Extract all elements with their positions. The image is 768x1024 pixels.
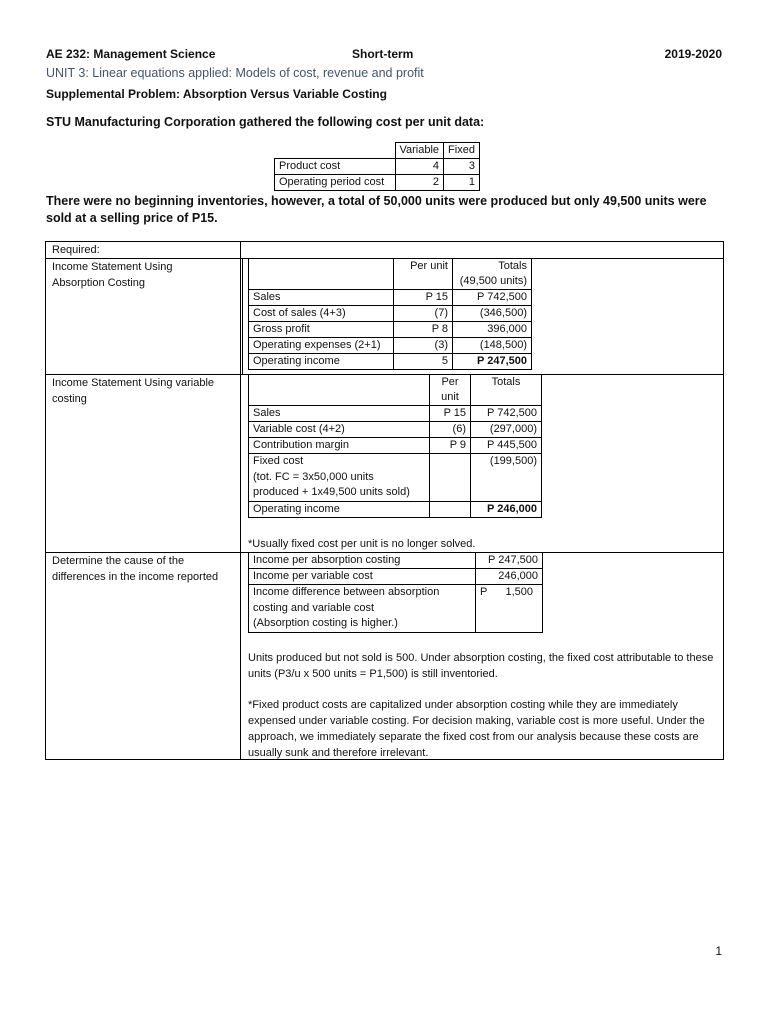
absorption-label: Income Statement Using Absorption Costing: [52, 261, 173, 289]
table-row: Operating income 5 P 247,500: [249, 354, 532, 370]
unit-title: UNIT 3: Linear equations applied: Models of cost, revenue and profit: [46, 66, 424, 80]
table-row: Sales P 15 P 742,500: [249, 406, 542, 422]
absorption-income-statement: [248, 259, 532, 370]
table-row: Income difference between absorption costing and variable cost (Absorption costing is higher.) P 1,500: [249, 585, 543, 633]
table-row: Fixed cost (tot. FC = 3x50,000 units produced + 1x49,500 units sold) (199,500): [249, 454, 542, 502]
table-row: [249, 375, 542, 406]
school-year: 2019-2020: [664, 47, 722, 61]
explanation-2: *Fixed product costs are capitalized under absorption costing while they are immediately expensed under variable costing. For decision making, variable cost is more useful. Under the approach, we immediately separate the fixed cost from our analysis because these costs are usually sunk and therefore irrelevant.: [248, 699, 705, 759]
explanation-1: Units produced but not sold is 500. Under absorption costing, the fixed cost attributable to these units (P3/u x 500 units = P1,500) is still inventoried.: [248, 652, 714, 680]
cell: 3: [444, 159, 480, 175]
header-cell: Fixed: [444, 143, 480, 159]
header-cell: [275, 143, 396, 159]
header-cell: Per unit: [430, 375, 471, 406]
cell: 1: [444, 175, 480, 191]
scenario-text: There were no beginning inventories, however, a total of 50,000 units were produced but only 49,500 units were sold at a selling price of P15.: [46, 194, 707, 225]
table-row: Income per absorption costing P 247,500: [249, 553, 543, 569]
page-number: 1: [715, 944, 722, 958]
table-row: [275, 175, 480, 191]
table-row: Cost of sales (4+3) (7) (346,500): [249, 306, 532, 322]
table-row: [275, 143, 480, 159]
table-row: Income per variable cost 246,000: [249, 569, 543, 585]
table-row: Sales P 15 P 742,500: [249, 290, 532, 306]
cell: 4: [395, 159, 444, 175]
intro-text: STU Manufacturing Corporation gathered the following cost per unit data:: [46, 115, 485, 129]
table-row: Operating expenses (2+1) (3) (148,500): [249, 338, 532, 354]
difference-label: Determine the cause of the differences in the income reported: [52, 555, 219, 583]
table-row: Variable cost (4+2) (6) (297,000): [249, 422, 542, 438]
difference-table: [248, 553, 543, 633]
row-label: Product cost: [275, 159, 396, 175]
course-title: AE 232: Management Science: [46, 47, 216, 61]
table-row: [275, 159, 480, 175]
required-label: Required:: [52, 244, 100, 256]
solution-table: [45, 241, 724, 760]
variable-note: *Usually fixed cost per unit is no longer solved.: [248, 538, 476, 550]
problem-title: Supplemental Problem: Absorption Versus Variable Costing: [46, 87, 387, 101]
row-label: Operating period cost: [275, 175, 396, 191]
cost-per-unit-table: [274, 142, 480, 191]
cell: 2: [395, 175, 444, 191]
term-label: Short-term: [352, 47, 414, 61]
header-cell: Per unit: [394, 259, 453, 290]
header-cell: Totals (49,500 units): [453, 259, 532, 290]
table-row: Contribution margin P 9 P 445,500: [249, 438, 542, 454]
variable-income-statement: [248, 375, 542, 518]
table-row: [249, 259, 532, 290]
header-cell: Variable: [395, 143, 444, 159]
table-row: Operating income P 246,000: [249, 501, 542, 517]
table-row: Gross profit P 8 396,000: [249, 322, 532, 338]
header-cell: Totals: [471, 375, 542, 406]
variable-label: Income Statement Using variable costing: [52, 377, 215, 405]
